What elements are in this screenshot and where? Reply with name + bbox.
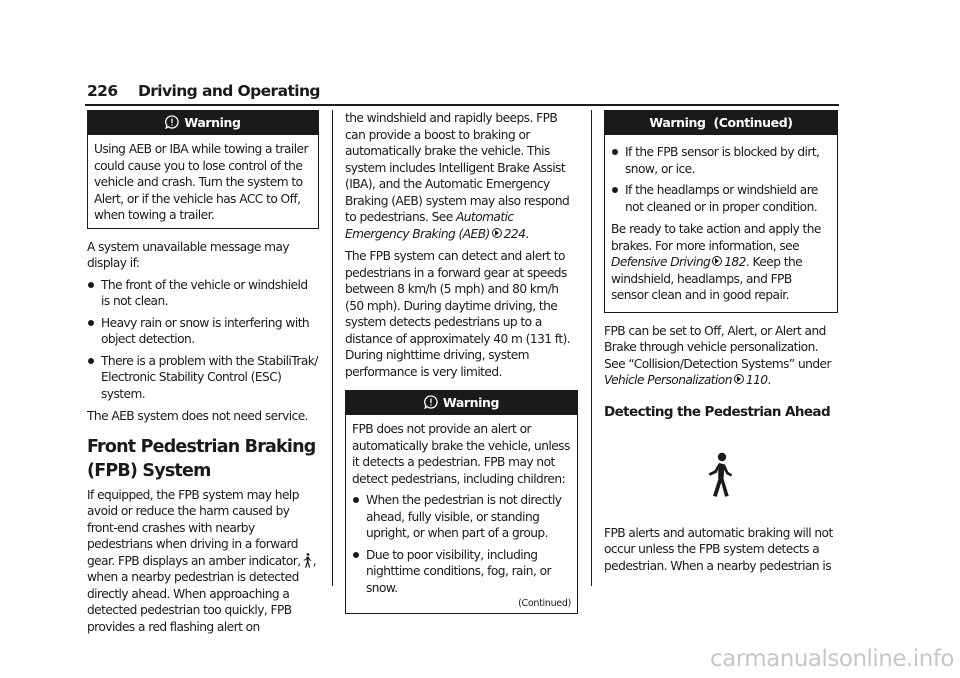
continued-note: (Continued) (518, 598, 571, 609)
bullet-icon (88, 320, 94, 326)
page-number: 226 (87, 82, 118, 100)
bullet-icon (612, 187, 618, 193)
warning-list (352, 492, 571, 596)
list-item: Due to poor visibility, including nighttime conditions, fog, rain, or snow. (352, 547, 571, 597)
column-3 (604, 110, 838, 574)
warning-title: Warning (442, 395, 500, 410)
warning-header (88, 111, 318, 135)
bullet-icon (88, 282, 94, 288)
unavailable-list (87, 277, 319, 403)
aeb-reference: Automatic Emergency Braking (AEB) (345, 210, 514, 241)
alerts-paragraph: FPB alerts and automatic braking will not occur unless the FPB system detects a pedestrian. When a nearby pedestrian is (604, 525, 833, 573)
pedestrian-icon (302, 553, 312, 568)
settings-paragraph: FPB can be set to Off, Alert, or Alert and Brake through vehicle personalization. See “Collision/Detection Systems” under Vehicle Personalization 110. (604, 323, 831, 387)
bullet-icon (612, 149, 618, 155)
fpb-heading: Front Pedestrian Braking (FPB) System (87, 436, 316, 481)
warning-header: Warning (Continued) (605, 111, 837, 135)
warning-icon (424, 395, 438, 409)
page-reference-icon (734, 374, 744, 384)
bullet-icon (353, 497, 359, 503)
vehicle-personalization-reference: Vehicle Personalization (604, 373, 732, 387)
page-reference-icon (492, 228, 502, 238)
column-divider (332, 110, 333, 586)
warning-title: Warning (184, 115, 241, 130)
defensive-driving-page: 182 (724, 255, 746, 269)
aeb-page: 224 (503, 226, 526, 241)
section-title: Driving and Operating (138, 82, 320, 100)
column-divider (591, 110, 592, 586)
defensive-driving-reference: Defensive Driving (611, 255, 711, 269)
list-item: The front of the vehicle or windshield is not clean. (87, 277, 319, 310)
warning-icon (165, 115, 179, 129)
warning-body: Using AEB or IBA while towing a trailer could cause you to lose control of the vehicle and crash. Turn the system to Alert, or if the vehicle has ACC to Off, when towing a trailer. (94, 142, 308, 222)
fpb-intro-paragraph: If equipped, the FPB system may help avoid or reduce the harm caused by front-end crashes with nearby pedestrians when driving in a forward gear. FPB displays an amber indicator, , when a nearby pedestrian is detected directly ahead. When approaching a detected pedestrian too quickly, FPB provides a red flashing alert on (87, 487, 316, 634)
warning-list (611, 144, 831, 215)
warning-box-towing (87, 110, 319, 229)
warning-box-continued (604, 110, 838, 313)
detection-paragraph: The FPB system can detect and alert to pedestrians in a forward gear at speeds between 8 km/h (5 mph) and 80 km/h (50 mph). During daytime driving, the system detects pedestrians up to a distance of approximately 40 m (131 ft). During nighttime driving, system performance is very limited. (345, 249, 571, 379)
continued-paragraph: the windshield and rapidly beeps. FPB can provide a boost to braking or automatically brake the vehicle. This system includes Intelligent Brake Assist (IBA), and the Automatic Emergency Braking (AEB) system may also respond to pedestrians. See Automatic Emergency Braking (AEB) 224. (345, 111, 570, 241)
list-item: There is a problem with the StabiliTrak/ Electronic Stability Control (ESC) system. (87, 353, 319, 403)
column-2 (345, 110, 578, 614)
pedestrian-icon (704, 451, 734, 499)
list-item: If the FPB sensor is blocked by dirt, snow, or ice. (611, 144, 831, 177)
warning-box-pedestrian (345, 390, 578, 614)
bullet-icon (88, 358, 94, 364)
warning-body: FPB does not provide an alert or automatically brake the vehicle, unless it detects a pedestrian. FPB may not detect pedestrians, including children: (352, 422, 570, 486)
bullet-icon (353, 552, 359, 558)
list-item: Heavy rain or snow is interfering with object detection. (87, 315, 319, 348)
vehicle-personalization-page: 110 (745, 373, 768, 387)
watermark: carmanualsonline.info (709, 646, 954, 672)
warning-header (346, 391, 577, 415)
list-item: If the headlamps or windshield are not cleaned or in proper condition. (611, 182, 831, 215)
ready-paragraph: Be ready to take action and apply the brakes. For more information, see Defensive Driving 182. Keep the windshield, headlamps, and FPB sensor clean and in good repair. (611, 222, 821, 302)
unavailable-intro: A system unavailable message may display if: (87, 239, 290, 270)
column-1 (87, 110, 319, 635)
no-service-note: The AEB system does not need service. (87, 409, 309, 423)
header-rule (85, 104, 839, 106)
page-reference-icon (712, 256, 722, 266)
list-item: When the pedestrian is not directly ahead, fully visible, or standing upright, or when part of a group. (352, 492, 571, 542)
detecting-heading: Detecting the Pedestrian Ahead (604, 403, 831, 420)
